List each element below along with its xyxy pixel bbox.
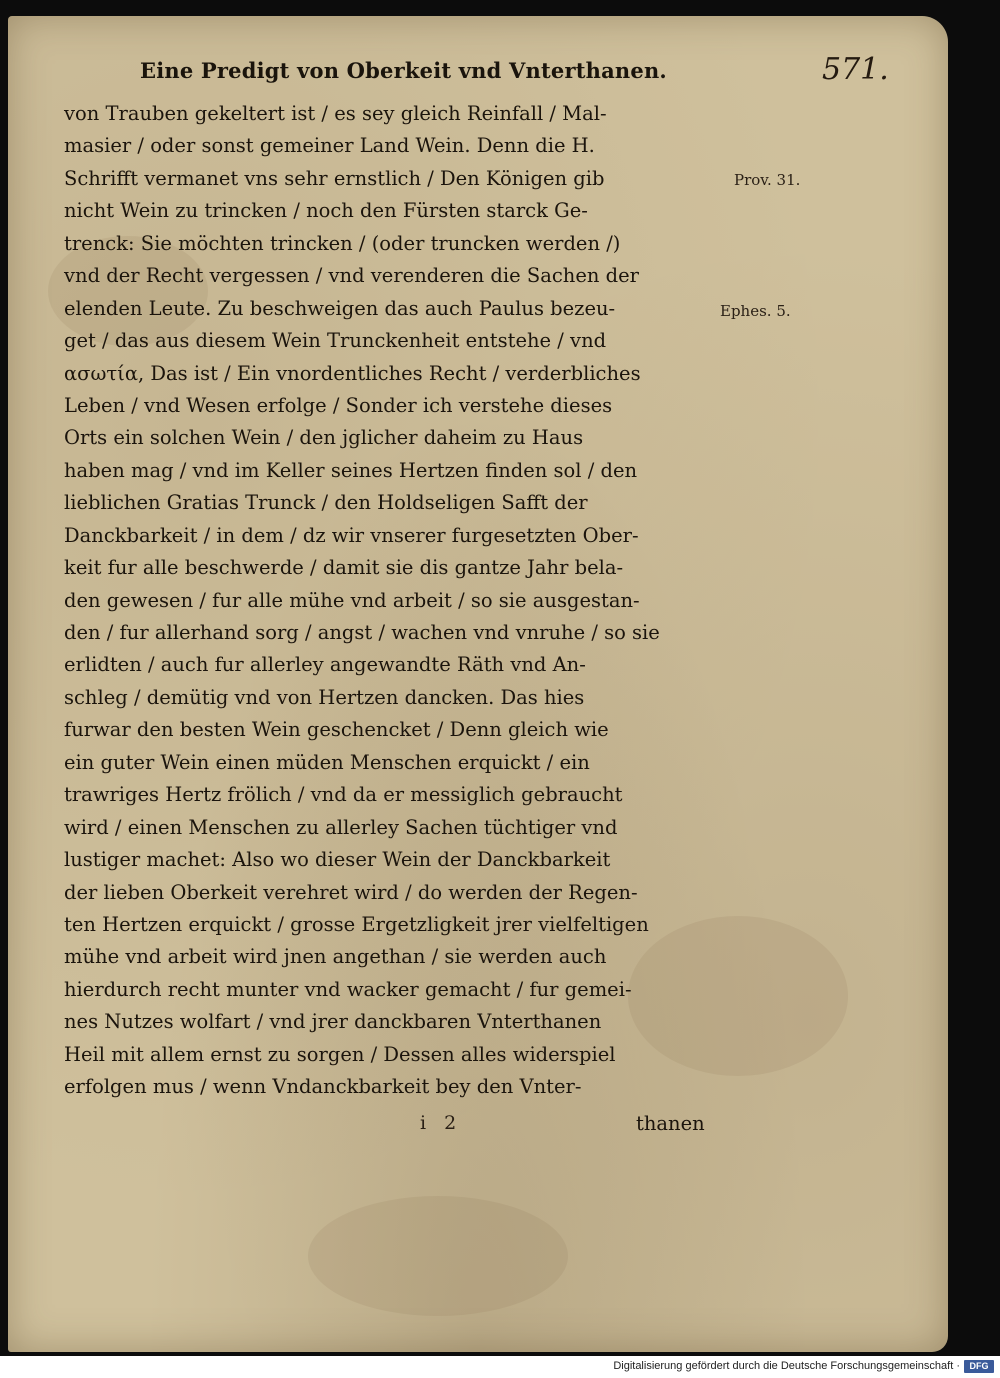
footer-bar: [0, 1356, 1000, 1378]
text-line: Leben / vnd Wesen erfolge / Sonder ich verstehe dieses: [64, 393, 613, 417]
text-line: trawriges Hertz frölich / vnd da er messiglich gebraucht: [64, 783, 623, 807]
margin-note-proverbs: Prov. 31.: [734, 171, 801, 189]
text-line: lustiger machet: Also wo dieser Wein der Danckbarkeit: [64, 848, 611, 872]
text-line: ein guter Wein einen müden Menschen erquickt / ein: [64, 750, 590, 774]
text-line: erfolgen mus / wenn Vndanckbarkeit bey den Vnter-: [64, 1075, 582, 1099]
text-line: von Trauben gekeltert ist / es sey gleich Reinfall / Mal-: [64, 102, 607, 125]
text-line: Orts ein solchen Wein / den jglicher daheim zu Haus: [64, 426, 584, 450]
text-line: haben mag / vnd im Keller seines Hertzen finden sol / den: [64, 458, 638, 482]
text-line: masier / oder sonst gemeiner Land Wein. Denn die H.: [64, 134, 595, 158]
margin-note-ephesians: Ephes. 5.: [720, 302, 791, 320]
text-line: hierdurch recht munter vnd wacker gemacht / fur gemei-: [64, 977, 632, 1001]
text-line: ten Hertzen erquickt / grosse Ergetzligkeit jrer vielfeltigen: [64, 912, 649, 936]
text-line: keit fur alle beschwerde / damit sie dis gantze Jahr bela-: [64, 556, 624, 580]
text-line: nicht Wein zu trincken / noch den Fürsten starck Ge-: [64, 199, 588, 223]
text-line: mühe vnd arbeit wird jnen angethan / sie werden auch: [64, 945, 607, 969]
text-line: wird / einen Menschen zu allerley Sachen tüchtiger vnd: [64, 815, 618, 839]
paper-stain: [308, 1196, 568, 1316]
text-line: vnd der Recht vergessen / vnd verenderen die Sachen der: [64, 264, 639, 288]
text-line: elenden Leute. Zu beschweigen das auch Paulus bezeu-: [64, 296, 616, 320]
text-line: ασωτία, Das ist / Ein vnordentliches Recht / verderbliches: [64, 361, 641, 385]
text-line: Schrifft vermanet vns sehr ernstlich / Den Königen gib: [64, 166, 605, 190]
catchword: thanen: [636, 1112, 705, 1135]
text-line: trenck: Sie möchten trincken / (oder truncken werden /): [64, 231, 621, 255]
text-line: lieblichen Gratias Trunck / den Holdseligen Safft der: [64, 491, 588, 515]
text-line: schleg / demütig vnd von Hertzen dancken. Das hies: [64, 685, 585, 709]
text-line: Heil mit allem ernst zu sorgen / Dessen alles widerspiel: [64, 1042, 616, 1066]
text-line: erlidten / auch fur allerley angewandte Räth vnd An-: [64, 653, 586, 677]
footer-credit: Digitalisierung gefördert durch die Deutsche Forschungsgemeinschaft ·: [613, 1360, 960, 1372]
text-line: furwar den besten Wein geschencket / Denn gleich wie: [64, 718, 609, 742]
signature-mark: i 2: [420, 1112, 463, 1134]
text-line: den gewesen / fur alle mühe vnd arbeit / so sie ausgestan-: [64, 588, 640, 612]
text-line: Danckbarkeit / in dem / dz wir vnserer furgesetzten Ober-: [64, 523, 639, 547]
body-text: [64, 98, 724, 1104]
text-line: nes Nutzes wolfart / vnd jrer danckbaren Vnterthanen: [64, 1010, 602, 1034]
running-header: Eine Predigt von Oberkeit vnd Vnterthanen.: [140, 58, 667, 83]
text-line: den / fur allerhand sorg / angst / wachen vnd vnruhe / so sie: [64, 621, 660, 644]
text-line: get / das aus diesem Wein Trunckenheit entstehe / vnd: [64, 329, 607, 353]
text-line: der lieben Oberkeit verehret wird / do werden der Regen-: [64, 880, 638, 904]
page-number: 571.: [822, 52, 889, 87]
dfg-logo: DFG: [964, 1360, 994, 1373]
